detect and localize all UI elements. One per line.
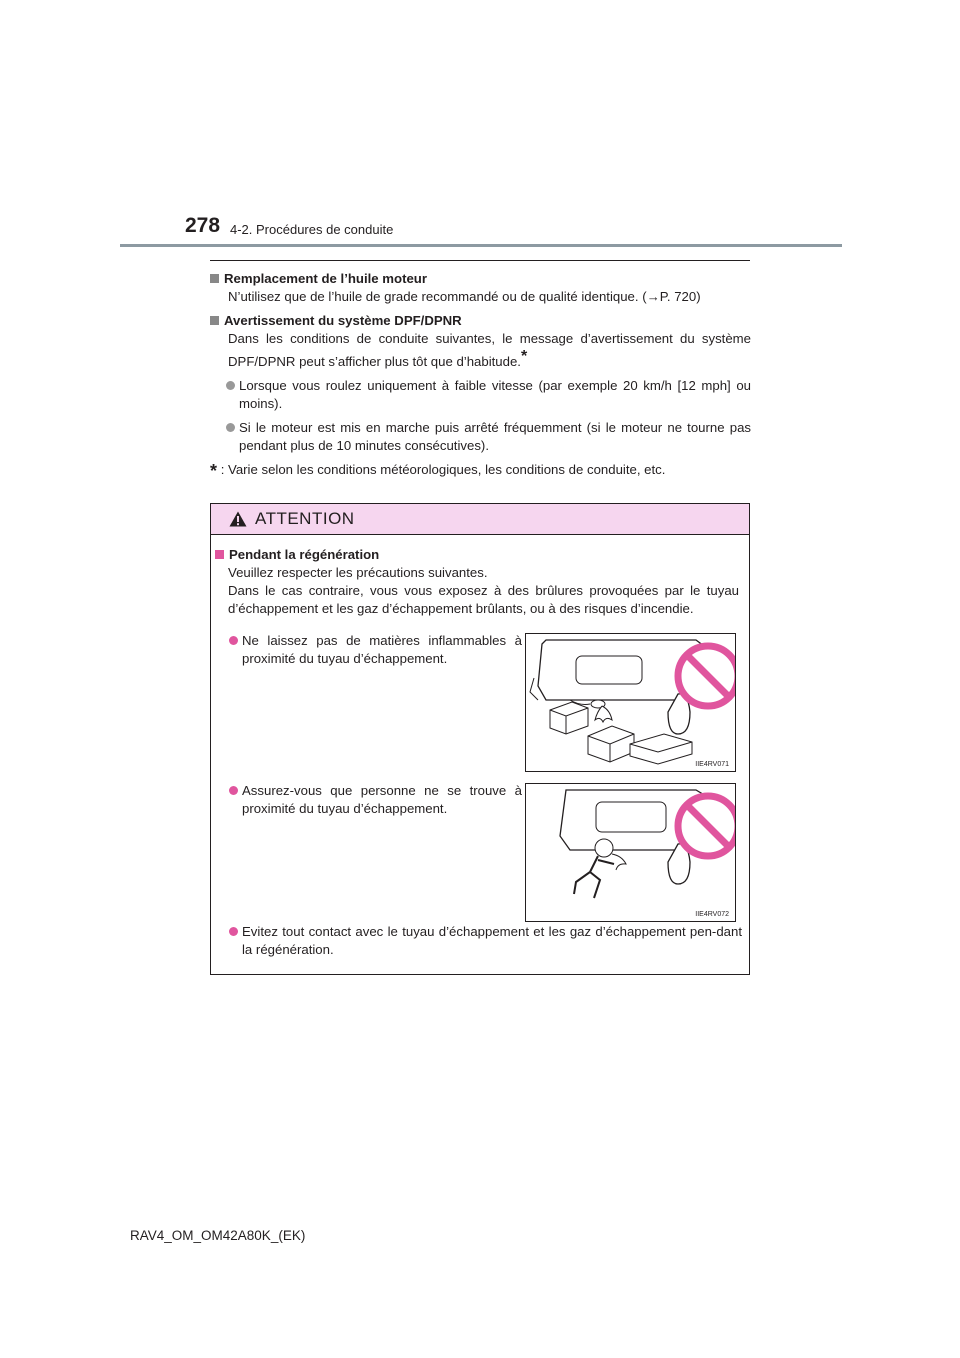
- attention-heading: Pendant la régénération: [211, 546, 749, 564]
- figure-code: IIE4RV071: [695, 761, 729, 768]
- figure-code: IIE4RV072: [695, 911, 729, 918]
- footnote-mark: *: [210, 461, 218, 481]
- square-bullet-icon: [215, 550, 224, 559]
- list-item: Ne laissez pas de matières inflammables à proximité du tuyau d’échappement.: [242, 632, 522, 668]
- attention-line: Dans le cas contraire, vous vous exposez à des brûlures provoquées par le tuyau d’échappement et les gaz d’échappement brûlants, ou à des risques d’incendie.: [228, 583, 739, 616]
- page-number: 278: [185, 214, 221, 237]
- attention-header: [211, 504, 749, 535]
- footnote: * : Varie selon les conditions météorologiques, les conditions de conduite, etc.: [210, 461, 666, 481]
- car-rear-illustration: [526, 784, 735, 921]
- oil-heading: Remplacement de l’huile moteur: [210, 270, 751, 288]
- square-bullet-icon: [210, 274, 219, 283]
- square-bullet-icon: [210, 316, 219, 325]
- list-item: Assurez-vous que personne ne se trouve à proximité du tuyau d’échappement.: [242, 782, 522, 818]
- document-code: RAV4_OM_OM42A80K_(EK): [130, 1228, 306, 1243]
- bullet-dot-icon: [229, 927, 238, 936]
- illustration-person: [525, 783, 736, 922]
- bullet-dot-icon: [226, 423, 235, 432]
- header-rule: [120, 244, 842, 247]
- car-rear-illustration: [526, 634, 735, 771]
- attention-line: Veuillez respecter les précautions suivantes.: [228, 565, 488, 580]
- list-item: Si le moteur est mis en marche puis arrêté fréquemment (si le moteur ne tourne pas pendant plus de 10 minutes consécutives).: [210, 419, 751, 455]
- bullet-dot-icon: [226, 381, 235, 390]
- dpf-text: Dans les conditions de conduite suivantes, le message d’avertissement du système DPF/DPNR peut s’afficher plus tôt que d’habitude.*: [228, 331, 751, 369]
- oil-text: N’utilisez que de l’huile de grade recommandé ou de qualité identique. (→P. 720): [228, 289, 701, 304]
- list-item: Lorsque vous roulez uniquement à faible vitesse (par exemple 20 km/h [12 mph] ou moins).: [210, 377, 751, 413]
- section-title: 4-2. Procédures de conduite: [230, 222, 394, 237]
- warning-icon: [229, 511, 247, 527]
- footnote-ref: *: [520, 348, 528, 365]
- bullet-dot-icon: [229, 786, 238, 795]
- attention-body: [211, 546, 749, 618]
- bullet-dot-icon: [229, 636, 238, 645]
- dpf-heading: Avertissement du système DPF/DPNR: [210, 312, 751, 330]
- list-item: Evitez tout contact avec le tuyau d’échappement et les gaz d’échappement pen-dant la régénération.: [242, 923, 742, 959]
- attention-label: ATTENTION: [255, 509, 355, 528]
- section-divider: [210, 260, 750, 261]
- notes: [210, 270, 751, 480]
- illustration-flammables: [525, 633, 736, 772]
